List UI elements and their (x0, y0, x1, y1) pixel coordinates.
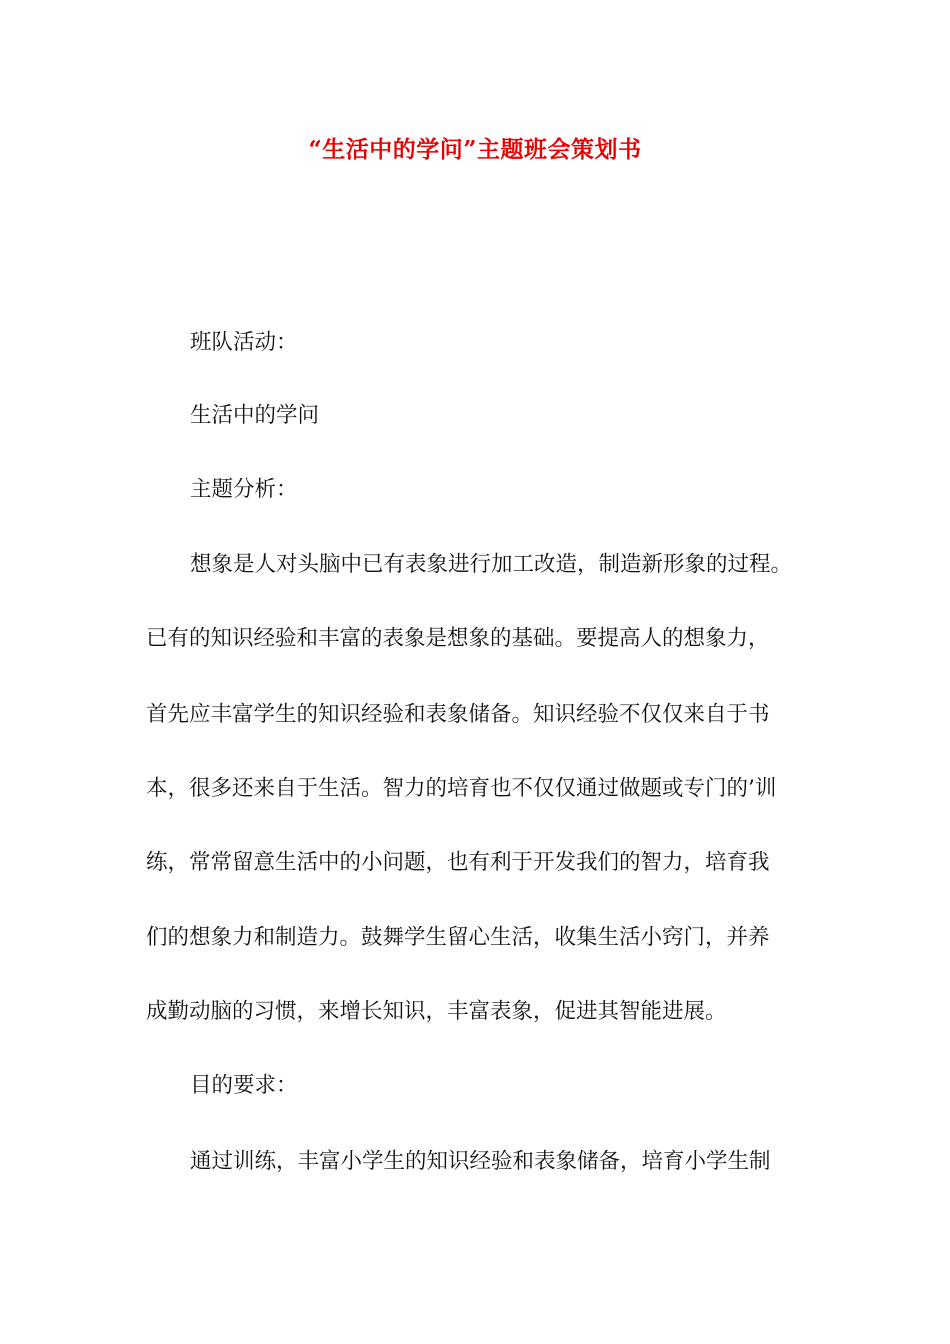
paragraph-line: 通过训练，丰富小学生的知识经验和表象储备，培育小学生制 (190, 1149, 771, 1174)
paragraph-line: 们的想象力和制造力。鼓舞学生留心生活，收集生活小窍门，并养 (146, 925, 770, 950)
paragraph-line: 首先应丰富学生的知识经验和表象储备。知识经验不仅仅来自于书 (146, 702, 770, 727)
paragraph-line: 本，很多还来自于生活。智力的培育也不仅仅通过做题或专门的’训 (146, 776, 777, 801)
label-objectives: 目的要求： (190, 1073, 298, 1098)
paragraph-line: 成勤动脑的习惯，来增长知识，丰富表象，促进其智能进展。 (146, 999, 727, 1024)
paragraph-line: 已有的知识经验和丰富的表象是想象的基础。要提高人的想象力， (146, 626, 770, 651)
paragraph-line: 想象是人对头脑中已有表象进行加工改造，制造新形象的过程。 (190, 552, 793, 577)
document-title: “生活中的学问”主题班会策划书 (308, 136, 642, 163)
label-theme-analysis: 主题分析： (190, 477, 298, 502)
label-class-activity: 班队活动： (190, 330, 298, 355)
activity-name: 生活中的学问 (190, 403, 320, 428)
paragraph-line: 练，常常留意生活中的小问题，也有利于开发我们的智力，培育我 (146, 850, 770, 875)
